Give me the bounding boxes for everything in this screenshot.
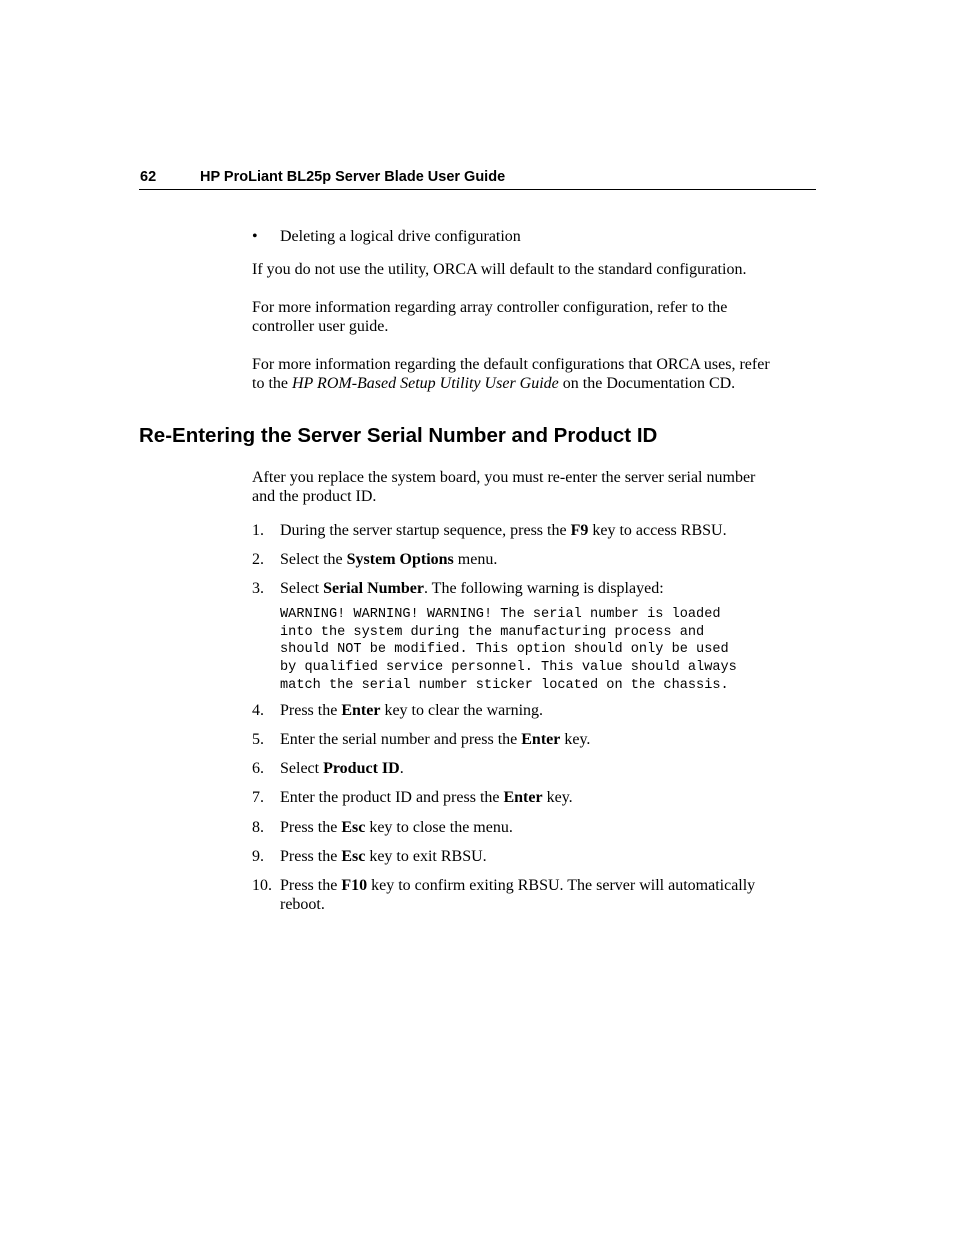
guide-title: HP ProLiant BL25p Server Blade User Guide	[200, 169, 506, 185]
warning-message: WARNING! WARNING! WARNING! The serial number is loaded into the system during the manufacturing process and should NOT be modified. This option should only be used by qualified service personnel. This value should always match the serial number sticker located on the chassis.	[280, 607, 737, 693]
section-lead-paragraph: After you replace the system board, you must re-enter the server serial number and the product ID.	[252, 469, 756, 506]
page-number: 62	[140, 169, 157, 185]
document-page: 62 HP ProLiant BL25p Server Blade User Guide • Deleting a logical drive configuration If you do not use the utility, ORCA will default to the standard configuration. For more information regarding array controller configuration, refer to the controller user guide. For more information regarding the default configurations that ORCA uses, refer to the HP ROM-Based Setup Utility User Guide on the Documentation CD. Re-Entering the Server Serial Number and Product ID After you replace the system board, you must re-enter the server serial number and the product ID. 1. During the server startup sequence, press the F9 key to access RBSU. 2. Select the System Options menu. 3. Select Serial Number. The following warning is displayed: WARNING! WARNING! WARNING! The serial number is loaded into the system during the manufacturing process and should NOT be modified. This option should only be used by qualified service personnel. This value should always match the serial number sticker located on the chassis. 4. Press the Enter key to clear the warning. 5. Enter the serial number and press the Enter key. 6. Select Product ID. 7. Enter the product ID and press the Enter key. 8. Press the Esc key to close the menu. 9. Press the Esc key to exit RBSU. 10. Press the F10 key to confirm exiting RBSU. The server will automatically reboot.	[0, 0, 954, 1235]
paragraph-default-config: If you do not use the utility, ORCA will default to the standard configuration.	[252, 261, 747, 278]
paragraph-orca-defaults: For more information regarding the default configurations that ORCA uses, refer to the HP ROM-Based Setup Utility User Guide on the Documentation CD.	[252, 356, 770, 393]
bullet-dot-icon: •	[252, 228, 258, 245]
guide-reference: HP ROM-Based Setup Utility User Guide	[292, 375, 559, 393]
page-header	[139, 169, 816, 190]
section-heading: Re-Entering the Server Serial Number and Product ID	[139, 424, 658, 447]
paragraph-array-controller: For more information regarding array controller configuration, refer to the controller user guide.	[252, 299, 728, 336]
bullet-text: Deleting a logical drive configuration	[280, 228, 521, 245]
